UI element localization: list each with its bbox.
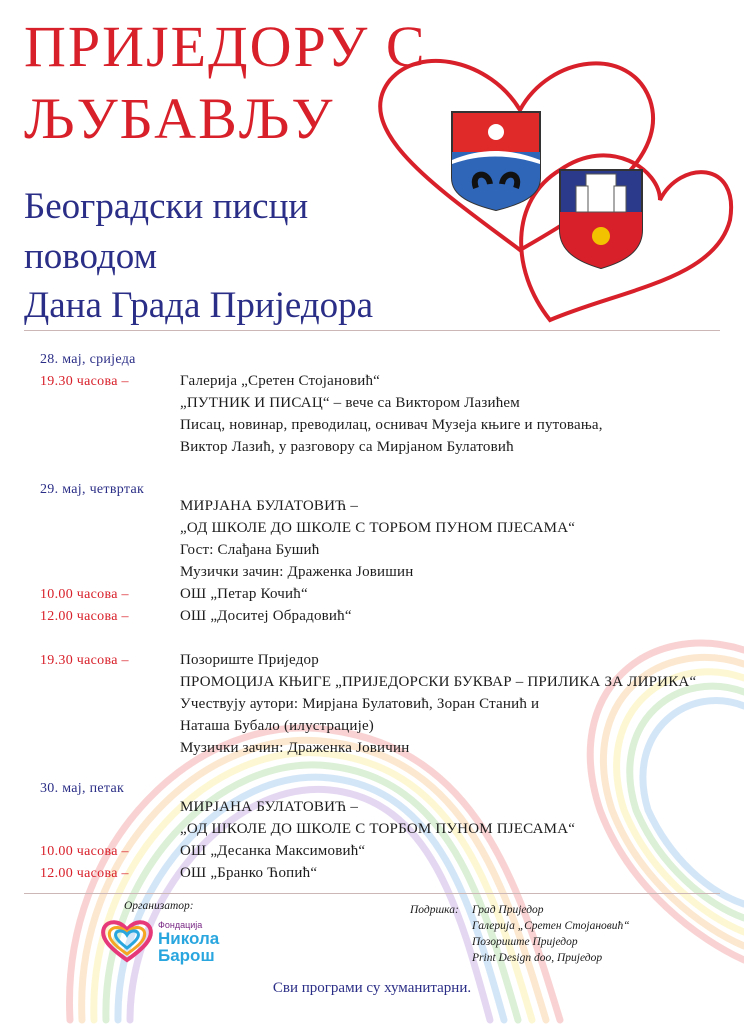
time-30-noon: 12.00 часова –: [40, 866, 129, 881]
bottom-divider: [24, 893, 720, 894]
event-line: ПРОМОЦИЈА КЊИГЕ „ПРИЈЕДОРСКИ БУКВАР – ПРИЛИКА ЗА ЛИРИКА“: [180, 674, 697, 690]
subtitle-line3: Дана Града Приједора: [24, 285, 374, 326]
event-line: МИРЈАНА БУЛАТОВИЋ –: [180, 799, 359, 815]
foundation-logo: [98, 916, 268, 966]
time-30-morning: 10.00 часова –: [40, 844, 129, 859]
event-school: ОШ „Бранко Ћопић“: [180, 865, 318, 881]
supporter: Град Приједор: [472, 904, 544, 916]
event-line: Музички зачин: Драженка Јовишин: [180, 564, 414, 580]
main-title-line2: ЉУБАВЉУ: [24, 86, 335, 151]
event-line: Галерија „Сретен Стојановић“: [180, 373, 381, 389]
logo-small-text: Фондација: [158, 920, 203, 930]
subtitle-line1: Београдски писци: [24, 186, 309, 227]
event-line: „ОД ШКОЛЕ ДО ШКОЛЕ С ТОРБОМ ПУНОМ ПЈЕСАМА“: [180, 520, 576, 536]
event-school: ОШ „Доситеј Обрадовић“: [180, 608, 352, 624]
event-line: Наташа Бубало (илустрације): [180, 718, 374, 734]
day-28-heading: 28. мај, сриједа: [40, 352, 136, 367]
time-28-evening: 19.30 часова –: [40, 374, 129, 389]
event-line: Виктор Лазић, у разговору са Мирјаном Булатовић: [180, 439, 514, 455]
supporter: Позориште Приједор: [472, 936, 578, 948]
organizer-label: Организатор:: [124, 900, 194, 912]
logo-name-line2: Барош: [158, 946, 215, 965]
event-line: Учествују аутори: Мирјана Булатовић, Зоран Станић и: [180, 696, 540, 712]
time-29-noon: 12.00 часова –: [40, 609, 129, 624]
main-title-line1: ПРИЈЕДОРУ С: [24, 14, 427, 79]
event-line: Гост: Слађана Бушић: [180, 542, 320, 558]
event-line: Музички зачин: Драженка Јовичин: [180, 740, 410, 756]
event-line: „ПУТНИК И ПИСАЦ“ – вече са Виктором Лазићем: [180, 395, 520, 411]
event-line: МИРЈАНА БУЛАТОВИЋ –: [180, 498, 359, 514]
prijedor-coat-of-arms-icon: [452, 112, 540, 210]
event-school: ОШ „Десанка Максимовић“: [180, 843, 366, 859]
belgrade-coat-of-arms-icon: [560, 170, 642, 268]
time-29-morning: 10.00 часова –: [40, 587, 129, 602]
time-29-evening: 19.30 часова –: [40, 653, 129, 668]
event-school: ОШ „Петар Кочић“: [180, 586, 308, 602]
support-label: Подршка:: [410, 904, 459, 916]
subtitle-line2: поводом: [24, 236, 157, 277]
day-29-heading: 29. мај, четвртак: [40, 482, 145, 497]
supporter: Print Design doo, Приједор: [472, 952, 603, 964]
day-30-heading: 30. мај, петак: [40, 781, 125, 796]
heart-logo-icon: [98, 918, 156, 964]
event-line: Писац, новинар, преводилац, оснивач Музеја књиге и путовања,: [180, 417, 603, 433]
hearts-illustration: [360, 40, 740, 330]
top-divider: [24, 330, 720, 331]
event-line: Позориште Приједор: [180, 652, 319, 668]
supporter: Галерија „Сретен Стојановић“: [472, 920, 630, 932]
humanitarian-note: Сви програми су хуманитарни.: [272, 980, 472, 996]
logo-name-line1: Никола: [158, 929, 220, 948]
event-line: „ОД ШКОЛЕ ДО ШКОЛЕ С ТОРБОМ ПУНОМ ПЈЕСАМА“: [180, 821, 576, 837]
